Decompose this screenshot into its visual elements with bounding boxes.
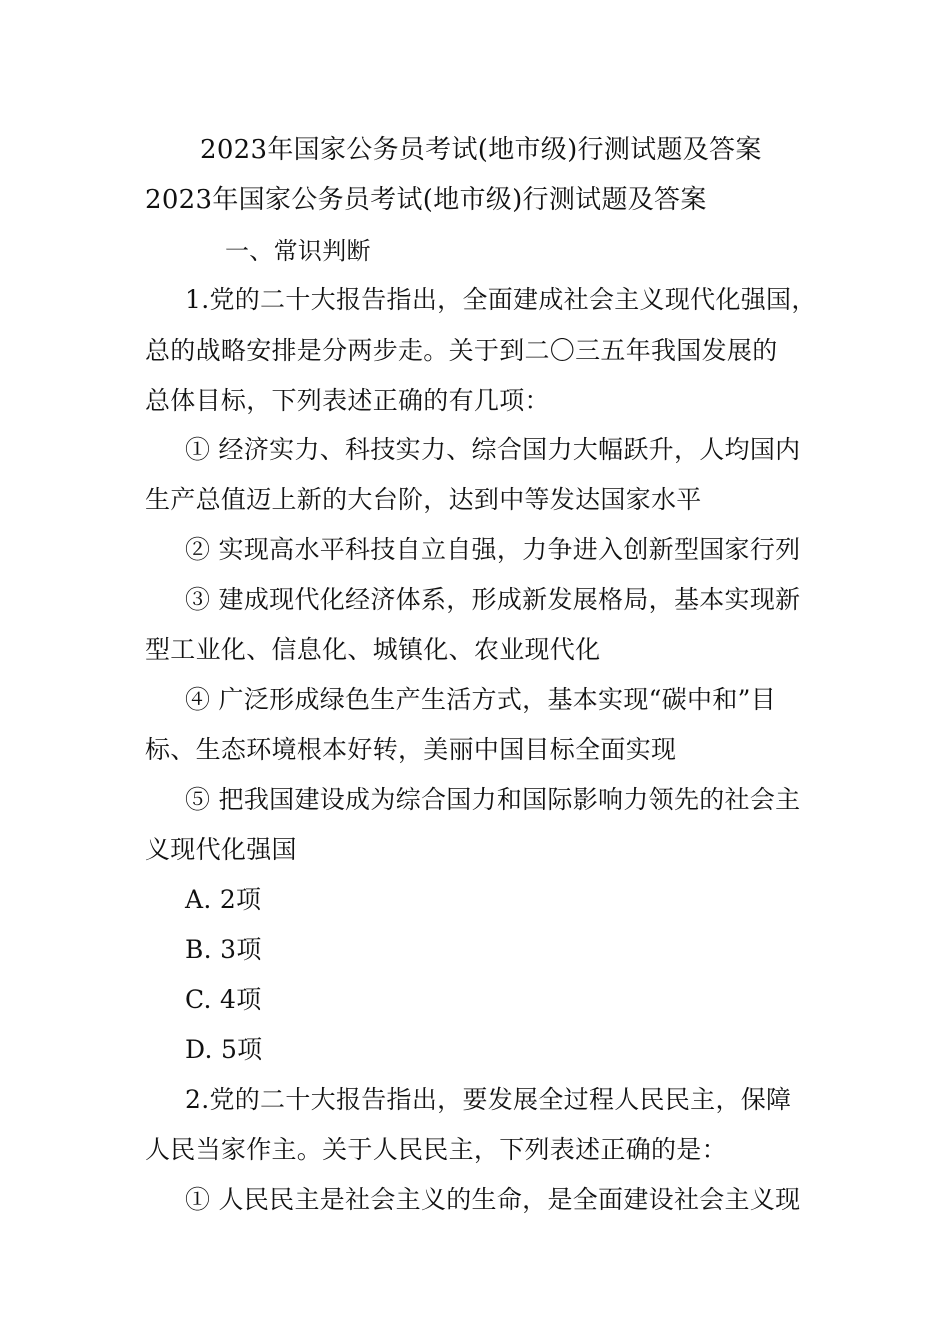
q1-item-5-line-1: ⑤ 把我国建设成为综合国力和国际影响力领先的社会主 (185, 785, 801, 814)
q1-stem-line-1: 1.党的二十大报告指出，全面建成社会主义现代化强国， (185, 285, 817, 314)
q1-item-1-line-1: ① 经济实力、科技实力、综合国力大幅跃升，人均国内 (185, 435, 801, 464)
q1-option-b: B. 3项 (185, 935, 262, 964)
q1-item-2-line-1: ② 实现高水平科技自立自强，力争进入创新型国家行列 (185, 535, 801, 564)
q1-stem-line-3: 总体目标，下列表述正确的有几项： (145, 386, 550, 415)
q2-stem-line-2: 人民当家作主。关于人民民主，下列表述正确的是： (145, 1135, 727, 1164)
q1-item-4-line-2: 标、生态环境根本好转，美丽中国目标全面实现 (145, 735, 677, 764)
q1-item-1-line-2: 生产总值迈上新的大台阶，达到中等发达国家水平 (145, 485, 702, 514)
q2-stem-line-1: 2.党的二十大报告指出，要发展全过程人民民主，保障 (185, 1085, 792, 1114)
q1-stem-line-2: 总的战略安排是分两步走。关于到二〇三五年我国发展的 (145, 336, 778, 365)
q2-item-1-line-1: ① 人民民主是社会主义的生命，是全面建设社会主义现 (185, 1185, 801, 1214)
document-title-repeat: 2023年国家公务员考试(地市级)行测试题及答案 (145, 185, 707, 215)
q1-item-4-line-1: ④ 广泛形成绿色生产生活方式，基本实现“碳中和”目 (185, 685, 777, 714)
q1-item-3-line-1: ③ 建成现代化经济体系，形成新发展格局，基本实现新 (185, 585, 801, 614)
section-heading: 一、常识判断 (225, 237, 371, 265)
q1-item-3-line-2: 型工业化、信息化、城镇化、农业现代化 (145, 635, 601, 664)
q1-option-c: C. 4项 (185, 985, 262, 1014)
q1-option-a: A. 2项 (185, 885, 262, 914)
q1-option-d: D. 5项 (185, 1035, 263, 1064)
document-title: 2023年国家公务员考试(地市级)行测试题及答案 (200, 135, 762, 165)
q1-item-5-line-2: 义现代化强国 (145, 835, 297, 864)
